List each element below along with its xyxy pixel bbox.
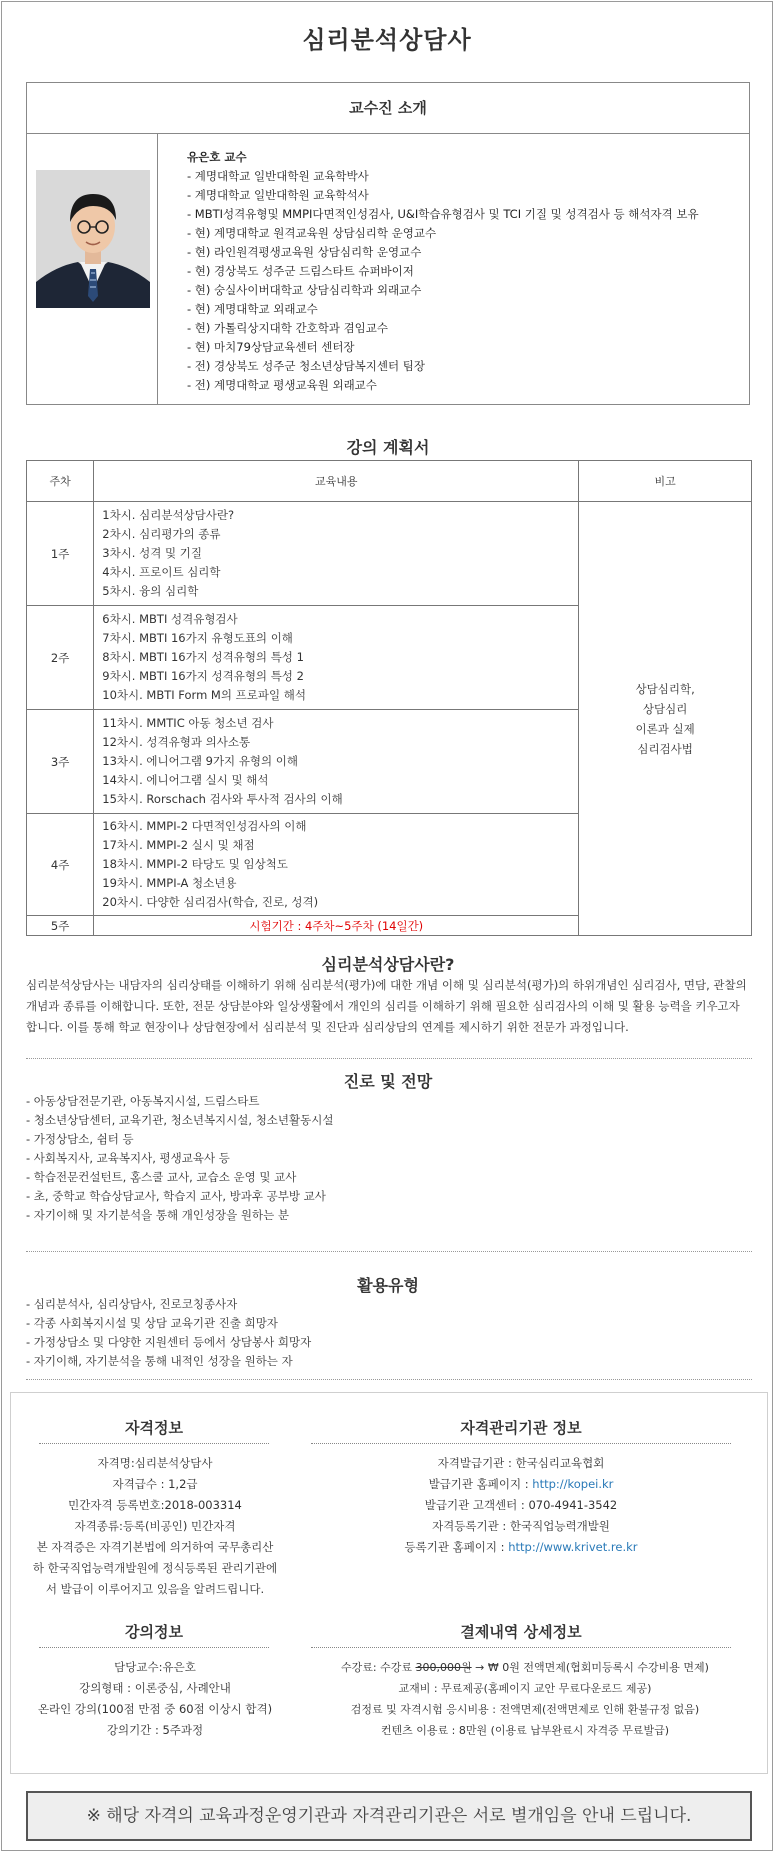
note-line: 상담심리 [642, 701, 688, 716]
lecture-info-text [11, 1657, 299, 1741]
career-line: - 현) 계명대학교 원격교육원 상담심리학 운영교수 [187, 226, 437, 240]
reg-homepage-label: 등록기관 홈페이지 : [404, 1540, 509, 1554]
lesson-item: 7차시. MBTI 16가지 유형도표의 이해 [102, 631, 293, 645]
info-line: 교재비 : 무료제공(홈페이지 교안 무료다운로드 제공) [398, 1682, 652, 1695]
career-line: - 전) 경상북도 성주군 청소년상담복지센터 팀장 [187, 359, 425, 373]
cert-org-title: 자격관리기관 정보 [460, 1419, 582, 1437]
week-cell: 5주 [27, 916, 94, 936]
lecture-plan-table [26, 460, 752, 936]
cert-info-title: 자격정보 [125, 1419, 183, 1437]
faculty-info [187, 148, 699, 395]
lesson-item: 11차시. MMTIC 아동 청소년 검사 [102, 716, 274, 730]
info-line: 자격종류:등록(비공인) 민간자격 [74, 1519, 236, 1533]
lesson-item: 17차시. MMPI-2 실시 및 채점 [102, 838, 255, 852]
info-line: 발급기관 고객센터 : 070-4941-3542 [424, 1498, 618, 1512]
divider [26, 1379, 752, 1380]
info-line: 자격등록기관 : 한국직업능력개발원 [432, 1519, 610, 1533]
list-item: - 자기이해, 자기분석을 통해 내적인 성장을 원하는 자 [26, 1354, 293, 1368]
header-content: 교육내용 [94, 461, 579, 502]
career-line: - 현) 가톨릭상지대학 간호학과 겸임교수 [187, 321, 389, 335]
notice-banner: ※ 해당 자격의 교육과정운영기관과 자격관리기관은 서로 별개임을 안내 드립니다. [26, 1791, 752, 1841]
about-title: 심리분석상담사란? [321, 955, 455, 974]
divider [26, 1251, 752, 1252]
list-item: - 학습전문컨설턴트, 홈스쿨 교사, 교습소 운영 및 교사 [26, 1170, 297, 1184]
lesson-item: 1차시. 심리분석상담사란? [102, 508, 235, 522]
info-line: 검정료 및 자격시험 응시비용 : 전액면제(전액면제로 인해 환불규정 없음) [350, 1703, 700, 1716]
homepage-label: 발급기관 홈페이지 : [428, 1477, 533, 1491]
about-text: 심리분석상담사는 내담자의 심리상태를 이해하기 위해 심리분석(평가)에 대한 개념 이해 및 심리분석(평가)의 하위개념인 심리검사, 면담, 관찰의 개념과 종류를 이해합니다. 또한, 전문 상담분야와 일상생활에서 개인의 심리를 이해하기 위해 필요한 심리검사의 이해 및 활용 능력을 키우고자 합니다. 이를 통해 학교 현장이나 상담현장에서 심리분석 및 진단과 심리상담의 연계를 제시하기 위한 전문가 과정입니다. [26, 978, 747, 1034]
list-item: - 초, 중학교 학습상담교사, 학습지 교사, 방과후 공부방 교사 [26, 1189, 326, 1203]
career-line: - 계명대학교 일반대학원 교육학석사 [187, 188, 369, 202]
header-note: 비고 [579, 461, 752, 502]
week-cell: 1주 [27, 502, 94, 606]
info-line: 자격발급기관 : 한국심리교육협회 [437, 1456, 605, 1470]
info-line: 하 한국직업능력개발원에 정식등록된 관리기관에 [32, 1561, 278, 1575]
fee-prefix: 수강료: 수강료 [341, 1661, 416, 1674]
content-cell [94, 814, 579, 916]
list-item: - 아동상담전문기관, 아동복지시설, 드림스타트 [26, 1094, 260, 1108]
lesson-item: 10차시. MBTI Form M의 프로파일 해석 [102, 688, 306, 702]
week-cell: 3주 [27, 710, 94, 814]
page [1, 1, 773, 1851]
lesson-item: 20차시. 다양한 심리검사(학습, 진로, 성격) [102, 895, 319, 909]
note-cell [579, 502, 752, 936]
info-line: 컨텐츠 이용료 : 8만원 (이용료 납부완료시 자격증 무료발급) [380, 1724, 670, 1737]
usage-list [26, 1295, 311, 1371]
payment-text [291, 1657, 759, 1741]
list-item: - 심리분석사, 심리상담사, 진로코칭종사자 [26, 1297, 238, 1311]
career-line: - 현) 경상북도 성주군 드림스타트 슈퍼바이저 [187, 264, 414, 278]
note-line: 심리검사법 [637, 741, 693, 756]
list-item: - 각종 사회복지시설 및 상담 교육기관 진출 희망자 [26, 1316, 278, 1330]
faculty-box [26, 82, 750, 405]
lesson-item: 16차시. MMPI-2 다면적인성검사의 이해 [102, 819, 307, 833]
info-line: 강의형태 : 이론중심, 사례안내 [79, 1681, 231, 1695]
info-line: 강의기간 : 5주과정 [106, 1723, 204, 1737]
career-path-list [26, 1092, 333, 1225]
career-line: - 계명대학교 일반대학원 교육학박사 [187, 169, 369, 183]
page-title: 심리분석상담사 [302, 26, 472, 54]
lecture-info-title: 강의정보 [125, 1623, 183, 1641]
list-item: - 자기이해 및 자기분석을 통해 개인성장을 원하는 분 [26, 1208, 290, 1222]
plan-title: 강의 계획서 [346, 438, 430, 457]
list-item: - 청소년상담센터, 교육기관, 청소년복지시설, 청소년활동시설 [26, 1113, 334, 1127]
info-line [291, 1657, 759, 1678]
info-line: 자격명:심리분석상담사 [97, 1456, 213, 1470]
content-cell [94, 502, 579, 606]
info-line: 서 발급이 이루어지고 있음을 알려드립니다. [45, 1582, 265, 1596]
info-line [311, 1537, 731, 1558]
faculty-photo-cell [27, 134, 158, 404]
lesson-item: 6차시. MBTI 성격유형검사 [102, 612, 238, 626]
content-cell [94, 710, 579, 814]
fee-suffix: → ₩ 0원 전액면제(협회미등록시 수강비용 면제) [471, 1661, 709, 1674]
list-item: - 사회복지사, 교육복지사, 평생교육사 등 [26, 1151, 230, 1165]
lesson-item: 2차시. 심리평가의 종류 [102, 527, 221, 541]
info-line: 민간자격 등록번호:2018-003314 [68, 1498, 242, 1512]
info-line [311, 1474, 731, 1495]
info-box [10, 1392, 768, 1774]
divider [311, 1443, 731, 1444]
professor-photo [36, 170, 150, 308]
lesson-item: 8차시. MBTI 16가지 성격유형의 특성 1 [102, 650, 304, 664]
info-line: 온라인 강의(100점 만점 중 60점 이상시 합격) [37, 1702, 273, 1716]
registrar-homepage-link[interactable]: http://www.krivet.re.kr [508, 1540, 638, 1554]
faculty-header: 교수진 소개 [27, 83, 749, 134]
career-line: - 현) 마치79상담교육센터 센터장 [187, 340, 355, 354]
lesson-item: 19차시. MMPI-A 청소년용 [102, 876, 237, 890]
divider [39, 1647, 269, 1648]
career-line: - 현) 라인원격평생교육원 상담심리학 운영교수 [187, 245, 422, 259]
issuer-homepage-link[interactable]: http://kopei.kr [532, 1477, 614, 1491]
original-fee: 300,000원 [415, 1661, 472, 1674]
week-cell: 2주 [27, 606, 94, 710]
header-week: 주차 [27, 461, 94, 502]
career-line: - 현) 숭실사이버대학교 상담심리학과 외래교수 [187, 283, 422, 297]
cert-org-text [311, 1453, 731, 1558]
divider [26, 1058, 752, 1059]
content-cell [94, 606, 579, 710]
professor-name: 유은호 교수 [187, 150, 247, 164]
info-line: 담당교수:유은호 [114, 1660, 196, 1674]
divider [39, 1443, 269, 1444]
usage-title: 활용유형 [357, 1276, 419, 1295]
lesson-item: 13차시. 에니어그램 9가지 유형의 이해 [102, 754, 299, 768]
career-path-title: 진로 및 전망 [343, 1072, 433, 1091]
lesson-item: 3차시. 성격 및 기질 [102, 546, 202, 560]
list-item: - 가정상담소 및 다양한 지원센터 등에서 상담봉사 희망자 [26, 1335, 312, 1349]
lesson-item: 15차시. Rorschach 검사와 투사적 검사의 이해 [102, 792, 343, 806]
info-line: 본 자격증은 자격기본법에 의거하여 국무총리산 [36, 1540, 274, 1554]
payment-title: 결제내역 상세정보 [460, 1623, 582, 1641]
divider [311, 1647, 731, 1648]
career-line: - MBTI성격유형및 MMPI다면적인성검사, U&I학습유형검사 및 TCI 기질 및 성격검사 등 해석자격 보유 [187, 207, 699, 221]
lesson-item: 12차시. 성격유형과 의사소통 [102, 735, 251, 749]
exam-period: 시험기간 : 4주차~5주차 (14일간) [94, 916, 579, 936]
lesson-item: 5차시. 융의 심리학 [102, 584, 199, 598]
note-line: 이론과 실제 [635, 721, 695, 736]
career-line: - 전) 계명대학교 평생교육원 외래교수 [187, 378, 377, 392]
faculty-body [27, 134, 749, 404]
lesson-item: 14차시. 에니어그램 실시 및 해석 [102, 773, 269, 787]
note-line: 상담심리학, [635, 681, 695, 696]
week-cell: 4주 [27, 814, 94, 916]
lesson-item: 4차시. 프로이트 심리학 [102, 565, 221, 579]
lesson-item: 9차시. MBTI 16가지 성격유형의 특성 2 [102, 669, 304, 683]
list-item: - 가정상담소, 쉼터 등 [26, 1132, 134, 1146]
table-row [27, 502, 752, 606]
lesson-item: 18차시. MMPI-2 타당도 및 임상척도 [102, 857, 288, 871]
info-line: 자격급수 : 1,2급 [112, 1477, 198, 1491]
professor-portrait-icon [36, 170, 150, 308]
cert-info-text [11, 1453, 299, 1600]
career-line: - 현) 계명대학교 외래교수 [187, 302, 318, 316]
table-header-row [27, 461, 752, 502]
